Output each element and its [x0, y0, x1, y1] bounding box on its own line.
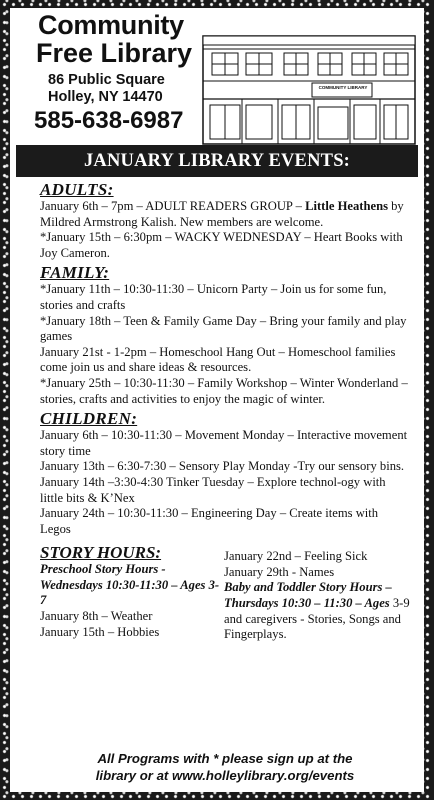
children-event-2: January 13th – 6:30-7:30 – Sensory Play Monday -Try our sensory bins. [40, 459, 405, 474]
story-hours-right-column [224, 543, 410, 643]
header [10, 8, 424, 148]
story-hours-heading: STORY HOURS: [40, 543, 162, 563]
family-event-4: *January 25th – 10:30-11:30 – Family Workshop – Winter Wonderland – stories, crafts and activities to enjoy the magic of winter. [40, 375, 408, 406]
library-title-line1: Community [38, 10, 184, 40]
address-line1: 86 Public Square [48, 72, 165, 88]
events-content [40, 180, 410, 643]
adults-event-2: *January 15th – 6:30pm – WACKY WEDNESDAY – Heart Books with Joy Cameron. [40, 230, 403, 260]
children-heading: CHILDREN: [40, 409, 138, 429]
family-event-1: *January 11th – 10:30-11:30 – Unicorn Party – Join us for some fun, stories and crafts [40, 282, 387, 312]
family-heading: FAMILY: [40, 263, 110, 283]
toddler-story-hours: Baby and Toddler Story Hours – Thursdays 10:30 – 11:30 – Ages 3-9 and caregivers - Stories, Songs and Fingerplays. [224, 580, 410, 642]
adults-heading: ADULTS: [40, 180, 114, 199]
children-event-4: January 24th – 10:30-11:30 – Engineering Day – Create items with Legos [40, 506, 379, 536]
sign-up-note [40, 750, 410, 784]
preschool-story-hours: Preschool Story Hours - Wednesdays 10:30-11:30 – Ages 3-7 [40, 562, 220, 608]
sign-up-note-line1: All Programs with * please sign up at the [97, 751, 353, 766]
family-event-3: January 21st - 1-2pm – Homeschool Hang Out – Homeschool families come join us and share ideas & resources. [40, 344, 396, 375]
story-hour-item: January 8th – Weather [40, 609, 153, 624]
events-banner: JANUARY LIBRARY EVENTS: [16, 145, 418, 177]
phone-number: 585-638-6987 [34, 107, 184, 134]
adults-event-1: January 6th – 7pm – ADULT READERS GROUP – Little Heathens by Mildred Armstrong Kalish. New members are welcome. [40, 199, 404, 229]
family-event-2: *January 18th – Teen & Family Game Day – Bring your family and play games [40, 313, 407, 344]
story-hour-item: January 29th - Names [224, 564, 335, 579]
address-line2: Holley, NY 14470 [48, 89, 163, 105]
story-hours-section [40, 543, 410, 643]
sign-up-note-line2: library or at www.holleylibrary.org/events [95, 768, 355, 783]
building-sign-text: COMMUNITY LIBRARY [318, 85, 368, 90]
story-hours-left-column [40, 543, 220, 643]
flyer-body [10, 8, 424, 792]
library-building-illustration [202, 35, 416, 145]
library-title-line2: Free Library [36, 38, 193, 68]
children-event-3: January 14th –3:30-4:30 Tinker Tuesday – Explore technol-ogy with little bits & K’Nex [40, 474, 386, 505]
story-hour-item: January 22nd – Feeling Sick [224, 549, 368, 564]
story-hour-item: January 15th – Hobbies [40, 624, 160, 639]
children-event-1: January 6th – 10:30-11:30 – Movement Monday – Interactive movement story time [40, 428, 408, 458]
